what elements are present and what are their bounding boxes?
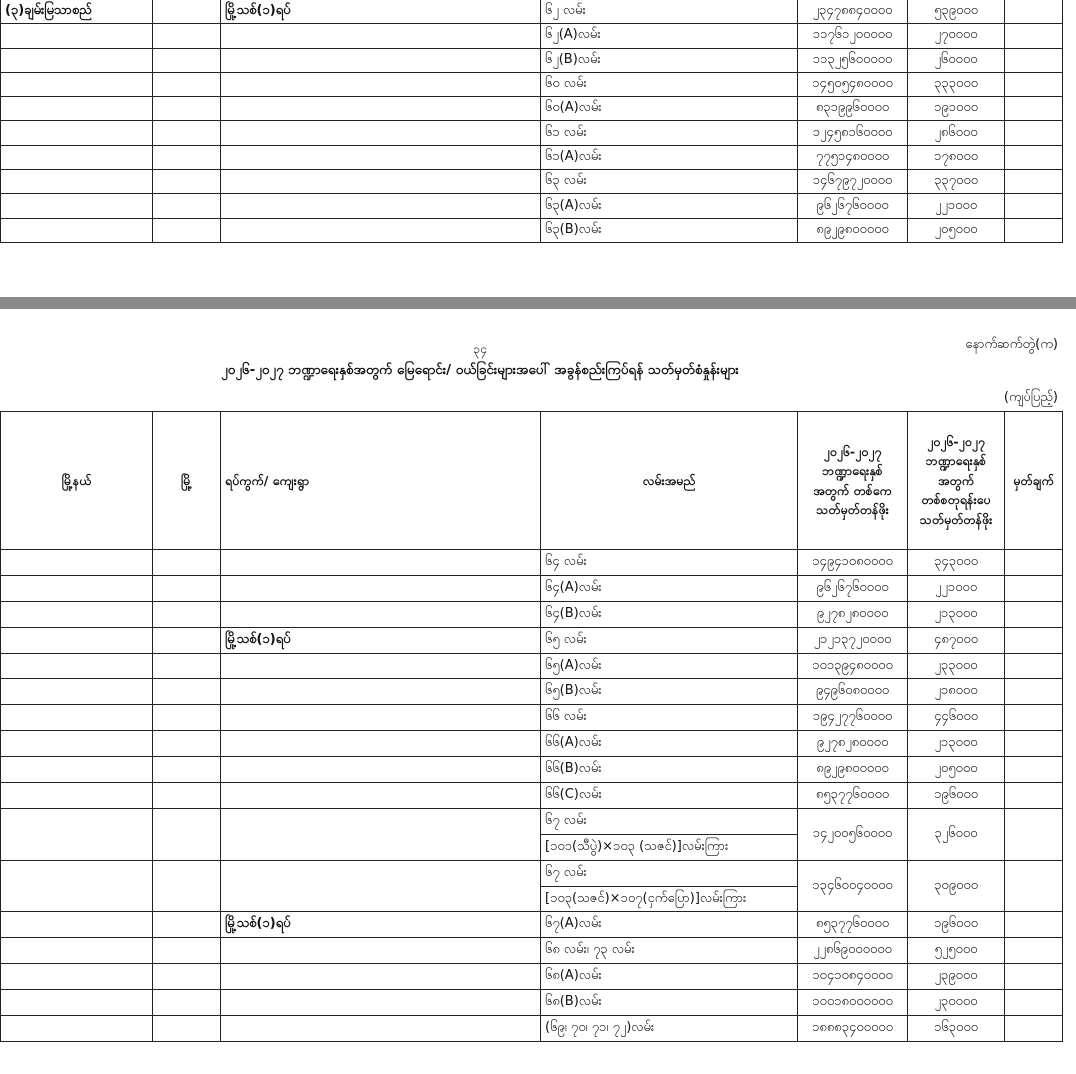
price-per-sqft-cell: ၃၃၇၀၀၀ (908, 170, 1005, 194)
district-cell (1, 145, 153, 169)
price-per-sqft-cell: ၂၂၁၀၀၀ (908, 194, 1005, 218)
ward-cell (221, 601, 541, 627)
district-cell (1, 24, 153, 48)
price-per-sqft-cell: ၂၆၀၀၀၀ (908, 48, 1005, 72)
township-cell (153, 860, 221, 912)
previous-page-table (0, 0, 1063, 243)
table-row (1, 783, 1063, 809)
township-cell (153, 24, 221, 48)
table-row (1, 860, 1063, 886)
price-per-sqft-cell: ၁၉၆၀၀၀ (908, 912, 1005, 938)
price-per-acre-cell: ၈၉၂၉၈၀၀၀၀၀ (798, 757, 908, 783)
township-cell (153, 808, 221, 860)
township-cell (153, 964, 221, 990)
street-cell: ၆၃(B)လမ်း (541, 218, 798, 242)
remark-cell (1005, 0, 1063, 24)
ward-cell (221, 705, 541, 731)
price-per-sqft-cell: ၂၀၅၀၀၀ (908, 218, 1005, 242)
ward-cell (221, 121, 541, 145)
header-township: မြို့ (153, 412, 221, 550)
header-price-per-sqft-line: တစ်စတုရန်းပေ (921, 492, 991, 508)
table-row (1, 653, 1063, 679)
township-cell (153, 627, 221, 653)
remark-cell (1005, 990, 1063, 1016)
district-cell (1, 601, 153, 627)
street-cell: ၆၅(B)လမ်း (541, 679, 798, 705)
price-per-sqft-cell: ၂၃၃၀၀၀ (908, 653, 1005, 679)
district-cell (1, 97, 153, 121)
price-per-sqft-cell: ၁၉၆၀၀၀ (908, 783, 1005, 809)
header-street: လမ်းအမည် (541, 412, 798, 550)
table-header-row (1, 412, 1063, 550)
district-cell (1, 72, 153, 96)
price-per-acre-cell: ၈၃၁၉၉၆၀၀၀၀ (798, 97, 908, 121)
township-cell (153, 601, 221, 627)
street-cell: ၆၃ လမ်း (541, 170, 798, 194)
district-cell (1, 575, 153, 601)
ward-cell (221, 48, 541, 72)
township-cell (153, 575, 221, 601)
price-per-sqft-cell: ၁၇၈၀၀၀ (908, 145, 1005, 169)
price-per-sqft-cell: ၂၁၃၀၀၀ (908, 731, 1005, 757)
price-per-sqft-cell: ၂၁၃၀၀၀ (908, 601, 1005, 627)
price-per-acre-cell: ၂၂၈၆၉၀၀၀၀၀၀ (798, 938, 908, 964)
ward-cell (221, 24, 541, 48)
remark-cell (1005, 194, 1063, 218)
price-per-acre-cell: ၁၄၂၀၀၅၆၀၀၀၀ (798, 808, 908, 860)
table-row (1, 72, 1063, 96)
table-row (1, 170, 1063, 194)
price-per-acre-cell: ၉၆၂၆၇၆၀၀၀၀ (798, 575, 908, 601)
remark-cell (1005, 170, 1063, 194)
remark-cell (1005, 97, 1063, 121)
remark-cell (1005, 731, 1063, 757)
district-cell (1, 1016, 153, 1042)
price-per-sqft-cell: ၃၀၉၀၀၀ (908, 860, 1005, 912)
price-per-acre-cell: ၁၄၅၀၅၄၈၀၀၀၀ (798, 72, 908, 96)
table-row (1, 938, 1063, 964)
header-price-per-acre-line: ၂၀၂၆-၂၀၂၇ (823, 443, 882, 459)
district-cell (1, 627, 153, 653)
ward-cell (221, 757, 541, 783)
township-cell (153, 48, 221, 72)
price-per-acre-cell: ၁၄၉၄၁၀၈၀၀၀၀ (798, 550, 908, 576)
district-cell (1, 990, 153, 1016)
table-row (1, 964, 1063, 990)
table-row (1, 705, 1063, 731)
table-row (1, 808, 1063, 834)
township-cell (153, 0, 221, 24)
township-cell (153, 705, 221, 731)
ward-cell (221, 964, 541, 990)
table-row (1, 757, 1063, 783)
header-price-per-acre-line: သတ်မှတ်တန်ဖိုး (816, 501, 889, 517)
remark-cell (1005, 757, 1063, 783)
remark-cell (1005, 48, 1063, 72)
price-per-acre-cell: ၁၄၆၇၉၇၂၀၀၀၀ (798, 170, 908, 194)
page-divider (0, 297, 1076, 309)
table-row (1, 601, 1063, 627)
ward-cell (221, 194, 541, 218)
price-per-sqft-cell: ၂၈၆၀၀၀ (908, 121, 1005, 145)
district-cell (1, 757, 153, 783)
ward-cell (221, 170, 541, 194)
district-cell (1, 912, 153, 938)
district-cell (1, 808, 153, 860)
street-cell: ၆၁ လမ်း (541, 121, 798, 145)
district-cell (1, 170, 153, 194)
township-cell (153, 757, 221, 783)
table-row (1, 145, 1063, 169)
district-cell: (၃)ချမ်းမြသာစည် (1, 0, 153, 24)
street-cell: ၆၇ လမ်း (541, 808, 798, 834)
district-cell (1, 860, 153, 912)
street-cell: ၆၇ လမ်း (541, 860, 798, 886)
table-row (1, 627, 1063, 653)
street-cell: ၆၅(A)လမ်း (541, 653, 798, 679)
header-price-per-sqft (908, 412, 1005, 550)
street-cell: ၆၄(A)လမ်း (541, 575, 798, 601)
table-row (1, 48, 1063, 72)
ward-cell (221, 72, 541, 96)
header-price-per-acre (798, 412, 908, 550)
street-cell: ၆၀(A)လမ်း (541, 97, 798, 121)
price-per-sqft-cell: ၅၂၅၀၀၀ (908, 938, 1005, 964)
price-per-acre-cell: ၇၇၅၁၄၈၀၀၀၀ (798, 145, 908, 169)
street-cell: ၆၅ လမ်း (541, 627, 798, 653)
street-cell: ၆၂(B)လမ်း (541, 48, 798, 72)
street-cell: [၁၀၁(သီပွဲ)×၁၀၃ (သဇင်)]လမ်းကြား (541, 834, 798, 860)
street-cell: [၁၀၃(သဇင်)×၁၀၇(ငှက်ပြော)]လမ်းကြား (541, 886, 798, 912)
header-district: မြို့နယ် (1, 412, 153, 550)
table-row (1, 731, 1063, 757)
township-cell (153, 679, 221, 705)
price-per-acre-cell: ၁၀၁၃၉၄၈၀၀၀၀ (798, 653, 908, 679)
ward-cell: မြို့သစ်(၁)ရပ် (221, 627, 541, 653)
remark-cell (1005, 912, 1063, 938)
ward-cell (221, 783, 541, 809)
remark-cell (1005, 783, 1063, 809)
price-per-sqft-cell: ၂၇၀၀၀၀ (908, 24, 1005, 48)
ward-cell (221, 679, 541, 705)
price-per-sqft-cell: ၁၆၃၀၀၀ (908, 1016, 1005, 1042)
township-cell (153, 912, 221, 938)
ward-cell (221, 550, 541, 576)
price-per-acre-cell: ၂၃၄၇၈၈၄၀၀၀၀ (798, 0, 908, 24)
price-per-sqft-cell: ၅၃၉၀၀၀ (908, 0, 1005, 24)
township-cell (153, 990, 221, 1016)
remark-cell (1005, 653, 1063, 679)
district-cell (1, 121, 153, 145)
price-per-acre-cell: ၁၉၄၂၇၇၆၀၀၀၀ (798, 705, 908, 731)
page-cutoff (0, 1054, 1076, 1074)
table-row (1, 912, 1063, 938)
remark-cell (1005, 627, 1063, 653)
price-per-sqft-cell: ၂၁၈၀၀၀ (908, 679, 1005, 705)
page-number: ၃၄ (473, 342, 487, 356)
price-per-sqft-cell: ၃၂၆၀၀၀ (908, 808, 1005, 860)
township-cell (153, 550, 221, 576)
price-per-acre-cell: ၈၉၂၉၈၀၀၀၀၀ (798, 218, 908, 242)
price-per-acre-cell: ၁၀၀၁၈၀၀၀၀၀၀ (798, 990, 908, 1016)
ward-cell (221, 731, 541, 757)
table-row (1, 990, 1063, 1016)
street-cell: ၆၈(A)လမ်း (541, 964, 798, 990)
street-cell: ၆၈(B)လမ်း (541, 990, 798, 1016)
remark-cell (1005, 72, 1063, 96)
district-cell (1, 705, 153, 731)
ward-cell (221, 990, 541, 1016)
township-cell (153, 731, 221, 757)
ward-cell (221, 145, 541, 169)
township-cell (153, 97, 221, 121)
ward-cell: မြို့သစ်(၁)ရပ် (221, 0, 541, 24)
header-price-per-sqft-line: ၂၀၂၆-၂၀၂၇ (927, 434, 985, 450)
document-title: ၂၀၂၆-၂၀၂၇ ဘဏ္ဍာရေးနှစ်အတွက် မြေရောင်း/ ဝယ်ခြင်းများအပေါ် အခွန်စည်းကြပ်ရန် သတ်မှတ်စံနှုန်းများ (221, 362, 739, 378)
township-cell (153, 145, 221, 169)
header-remark: မှတ်ချက် (1005, 412, 1063, 550)
table-row (1, 1016, 1063, 1042)
price-per-sqft-cell: ၃၃၃၀၀၀ (908, 72, 1005, 96)
ward-cell (221, 97, 541, 121)
price-per-sqft-cell: ၂၂၁၀၀၀ (908, 575, 1005, 601)
remark-cell (1005, 860, 1063, 912)
district-cell (1, 964, 153, 990)
ward-cell (221, 218, 541, 242)
street-cell: ၆၇(A)လမ်း (541, 912, 798, 938)
ward-cell (221, 1016, 541, 1042)
district-cell (1, 679, 153, 705)
table-row (1, 0, 1063, 24)
street-cell: ၆၂(A)လမ်း (541, 24, 798, 48)
district-cell (1, 653, 153, 679)
header-price-per-sqft-line: အတွက် (938, 472, 974, 488)
price-per-sqft-cell: ၄၈၇၀၀၀ (908, 627, 1005, 653)
township-cell (153, 121, 221, 145)
header-price-per-sqft-line: သတ်မှတ်တန်ဖိုး (919, 511, 993, 527)
street-cell: ၆၂ လမ်း (541, 0, 798, 24)
remark-cell (1005, 24, 1063, 48)
price-per-sqft-cell: ၂၀၅၀၀၀ (908, 757, 1005, 783)
remark-cell (1005, 575, 1063, 601)
price-per-acre-cell: ၁၀၄၁၀၈၄၀၀၀၀ (798, 964, 908, 990)
unit-label: (ကျပ်ပြည့်) (1003, 390, 1058, 405)
table-row (1, 24, 1063, 48)
table-row (1, 550, 1063, 576)
table-row (1, 679, 1063, 705)
district-cell (1, 731, 153, 757)
land-price-table (0, 411, 1063, 1042)
district-cell (1, 938, 153, 964)
price-per-acre-cell: ၁၈၈၈၃၄၀၀၀၀၀ (798, 1016, 908, 1042)
street-cell: ၆၁(A)လမ်း (541, 145, 798, 169)
price-per-acre-cell: ၁၂၄၅၈၁၆၀၀၀၀ (798, 121, 908, 145)
price-per-acre-cell: ၁၁၃၂၅၆၀၀၀၀၀ (798, 48, 908, 72)
district-cell (1, 218, 153, 242)
price-per-sqft-cell: ၃၄၃၀၀၀ (908, 550, 1005, 576)
ward-cell (221, 808, 541, 860)
remark-cell (1005, 808, 1063, 860)
price-per-acre-cell: ၁၃၄၆၀၀၄၀၀၀၀ (798, 860, 908, 912)
street-cell: ၆၄ လမ်း (541, 550, 798, 576)
remark-cell (1005, 121, 1063, 145)
ward-cell: မြို့သစ်(၁)ရပ် (221, 912, 541, 938)
township-cell (153, 218, 221, 242)
table-row (1, 575, 1063, 601)
remark-cell (1005, 705, 1063, 731)
price-per-sqft-cell: ၂၃၀၀၀၀ (908, 990, 1005, 1016)
remark-cell (1005, 550, 1063, 576)
township-cell (153, 1016, 221, 1042)
price-per-acre-cell: ၉၄၉၆၀၈၀၀၀၀ (798, 679, 908, 705)
township-cell (153, 653, 221, 679)
district-cell (1, 783, 153, 809)
price-per-acre-cell: ၉၂၇၈၂၈၀၀၀၀ (798, 601, 908, 627)
street-cell: ၆၆(A)လမ်း (541, 731, 798, 757)
street-cell: ၆၄(B)လမ်း (541, 601, 798, 627)
header-price-per-acre-line: အတွက် တစ်ကေ (813, 482, 892, 498)
price-per-acre-cell: ၉၆၂၆၇၆၀၀၀၀ (798, 194, 908, 218)
township-cell (153, 938, 221, 964)
township-cell (153, 194, 221, 218)
header-price-per-sqft-line: ဘဏ္ဍာရေးနှစ် (925, 453, 987, 469)
remark-cell (1005, 145, 1063, 169)
ward-cell (221, 653, 541, 679)
street-cell: (၆၉၊ ၇၀၊ ၇၁၊ ၇၂)လမ်း (541, 1016, 798, 1042)
price-per-acre-cell: ၈၅၃၇၇၆၀၀၀၀ (798, 783, 908, 809)
price-per-acre-cell: ၁၁၇၆၁၂၀၀၀၀၀ (798, 24, 908, 48)
street-cell: ၆၈ လမ်း၊ ၇၃ လမ်း (541, 938, 798, 964)
price-per-acre-cell: ၂၁၂၁၃၇၂၀၀၀၀ (798, 627, 908, 653)
street-cell: ၆၆(C)လမ်း (541, 783, 798, 809)
continued-label: နောက်ဆက်တွဲ(က) (965, 337, 1058, 352)
ward-cell (221, 860, 541, 912)
table-row (1, 218, 1063, 242)
price-per-acre-cell: ၉၂၇၈၂၈၀၀၀၀ (798, 731, 908, 757)
table-row (1, 121, 1063, 145)
header-ward: ရပ်ကွက်/ ကျေးရွာ (221, 412, 541, 550)
street-cell: ၆၆(B)လမ်း (541, 757, 798, 783)
township-cell (153, 170, 221, 194)
district-cell (1, 550, 153, 576)
remark-cell (1005, 938, 1063, 964)
price-per-sqft-cell: ၄၄၆၀၀၀ (908, 705, 1005, 731)
price-per-sqft-cell: ၂၃၉၀၀၀ (908, 964, 1005, 990)
remark-cell (1005, 679, 1063, 705)
price-per-sqft-cell: ၁၉၁၀၀၀ (908, 97, 1005, 121)
ward-cell (221, 575, 541, 601)
township-cell (153, 72, 221, 96)
remark-cell (1005, 218, 1063, 242)
street-cell: ၆၀ လမ်း (541, 72, 798, 96)
remark-cell (1005, 601, 1063, 627)
remark-cell (1005, 964, 1063, 990)
street-cell: ၆၆ လမ်း (541, 705, 798, 731)
district-cell (1, 48, 153, 72)
remark-cell (1005, 1016, 1063, 1042)
price-per-acre-cell: ၈၅၃၇၇၆၀၀၀၀ (798, 912, 908, 938)
township-cell (153, 783, 221, 809)
header-price-per-acre-line: ဘဏ္ဍာရေးနှစ် (822, 463, 883, 479)
ward-cell (221, 938, 541, 964)
table-row (1, 97, 1063, 121)
district-cell (1, 194, 153, 218)
table-row (1, 194, 1063, 218)
street-cell: ၆၃(A)လမ်း (541, 194, 798, 218)
